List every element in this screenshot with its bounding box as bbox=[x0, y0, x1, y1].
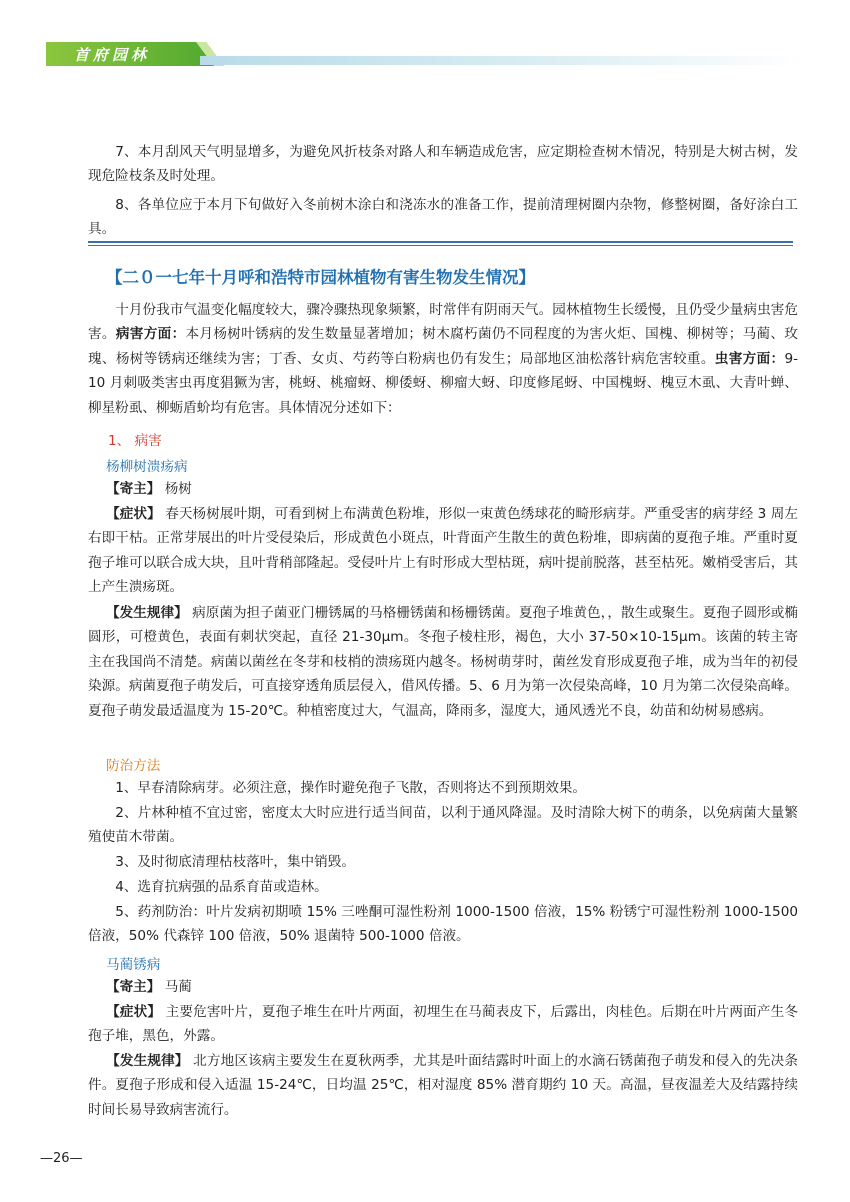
summary-text-2: 本月杨树叶锈病的发生数量显著增加；树木腐朽菌仍不同程度的为害火炬、国槐、柳树等；马蔺、玫瑰、杨树等锈病还继续为害；丁香、女贞、芍药等白粉病也仍有发生；局部地区油松落针病危害较重。 bbox=[88, 326, 798, 367]
summary-label-disease: 病害方面： bbox=[115, 326, 186, 343]
summary-label-pest: 虫害方面： bbox=[714, 350, 785, 367]
poplar-control-item-5: 5、药剂防治：叶片发病初期喷 15% 三唑酮可湿性粉剂 1000-1500 倍液，15% 粉锈宁可湿性粉剂 1000-1500 倍液，50% 代森锌 100 倍液，50% 退菌特 500-1000 倍液。 bbox=[88, 904, 798, 945]
poplar-control-item-3: 3、及时彻底清理枯枝落叶，集中销毁。 bbox=[115, 854, 355, 870]
poplar-rule bbox=[88, 601, 798, 723]
poplar-host-value: 杨树 bbox=[164, 481, 192, 497]
poplar-control-item-4: 4、选育抗病强的品系育苗或造林。 bbox=[115, 879, 328, 895]
header-rule bbox=[200, 56, 804, 65]
section-divider-thin bbox=[88, 245, 793, 246]
iris-symptom bbox=[88, 1000, 798, 1049]
intro-item-8: 8、各单位应于本月下旬做好入冬前树木涂白和浇冻水的准备工作，提前清理树圈内杂物，修整树圈，备好涂白工具。 bbox=[88, 197, 798, 238]
poplar-symptom-label: 【症状】 bbox=[106, 506, 161, 522]
poplar-host bbox=[106, 477, 798, 501]
poplar-control-item-1: 1、早春清除病芽。必须注意，操作时避免孢子飞散，否则将达不到预期效果。 bbox=[115, 780, 587, 796]
iris-symptom-label: 【症状】 bbox=[106, 1004, 162, 1020]
summary-text-3: 9-10 月刺吸类害虫再度猖獗为害，桃蚜、桃瘤蚜、柳倭蚜、柳瘤大蚜、印度修尾蚜、中国槐蚜、槐豆木虱、大青叶蝉、柳星粉虱、柳蛎盾蚧均有危害。具体情况分述如下： bbox=[88, 350, 799, 416]
iris-host-value: 马蔺 bbox=[164, 979, 192, 995]
disease-heading: 1、 病害 bbox=[108, 433, 162, 449]
poplar-disease-name: 杨柳树溃疡病 bbox=[106, 459, 188, 475]
intro-item-7: 7、本月刮风天气明显增多，为避免风折枝条对路人和车辆造成危害，应定期检查树木情况，特别是大树古树，发现危险枝条及时处理。 bbox=[88, 144, 798, 185]
iris-rule bbox=[88, 1049, 798, 1122]
iris-host bbox=[106, 975, 798, 999]
header-label: 首府园林 bbox=[74, 46, 151, 64]
poplar-rule-label: 【发生规律】 bbox=[106, 605, 188, 621]
section-summary bbox=[88, 298, 798, 420]
iris-rule-label: 【发生规律】 bbox=[106, 1053, 189, 1069]
section-title: 【二０一七年十月呼和浩特市园林植物有害生物发生情况】 bbox=[106, 268, 535, 287]
poplar-symptom bbox=[88, 502, 798, 600]
iris-host-label: 【寄主】 bbox=[106, 979, 161, 995]
section-divider bbox=[88, 241, 793, 243]
poplar-symptom-text: 春天杨树展叶期，可看到树上布满黄色粉堆，形似一束黄色绣球花的畸形病芽。严重受害的病芽经 3 周左右即干枯。正常芽展出的叶片受侵染后，形成黄色小斑点，叶背面产生散生的黄色粉堆，即病菌的夏孢子堆。严重时夏孢子堆可以联合成大块，且叶背稍部隆起。受侵叶片上有时形成大型枯斑，病叶提前脱落，甚至枯死。嫩梢受害后，其上产生溃疡斑。 bbox=[88, 506, 798, 596]
header-tab bbox=[46, 42, 224, 66]
iris-symptom-text: 主要危害叶片，夏孢子堆生在叶片两面，初埋生在马蔺表皮下，后露出，肉桂色。后期在叶片两面产生冬孢子堆，黑色，外露。 bbox=[88, 1004, 799, 1045]
summary-text-1: 十月份我市气温变化幅度较大，骤冷骤热现象频繁，时常伴有阴雨天气。园林植物生长缓慢，且仍受少量病虫害危害。 bbox=[88, 302, 798, 343]
iris-disease-name: 马蔺锈病 bbox=[106, 957, 161, 973]
iris-rule-text: 北方地区该病主要发生在夏秋两季，尤其是叶面结露时叶面上的水滴石锈菌孢子萌发和侵入的先决条件。夏孢子形成和侵入适温 15-24℃，日均温 25℃，相对湿度 85% 潜育期约 10 天。高温，昼夜温差大及结露持续时间长易导致病害流行。 bbox=[88, 1053, 799, 1118]
page-number: —26— bbox=[40, 1151, 83, 1166]
poplar-host-label: 【寄主】 bbox=[106, 481, 161, 497]
poplar-rule-text: 病原菌为担子菌亚门栅锈属的马格栅锈菌和杨栅锈菌。夏孢子堆黄色，，散生或聚生。夏孢子圆形或椭圆形，可橙黄色，表面有刺状突起，直径 21-30μm。冬孢子棱柱形，褐色，大小 37-50×10-15μm。该菌的转主寄主在我国尚不清楚。病菌以菌丝在冬芽和枝梢的溃疡斑内越冬。杨树萌芽时，菌丝发育形成夏孢子堆，成为当年的初侵染源。病菌夏孢子萌发后，可直接穿透角质层侵入，借风传播。5、6 月为第一次侵染高峰，10 月为第二次侵染高峰。夏孢子萌发最适温度为 15-20℃。种植密度过大，气温高，降雨多，湿度大，通风透光不良，幼苗和幼树易感病。 bbox=[88, 605, 799, 719]
poplar-control-item-2: 2、片林种植不宜过密，密度太大时应进行适当间苗，以利于通风降湿。及时清除大树下的萌条，以免病菌大量繁殖使苗木带菌。 bbox=[88, 805, 798, 846]
poplar-control-heading: 防治方法 bbox=[106, 758, 161, 774]
